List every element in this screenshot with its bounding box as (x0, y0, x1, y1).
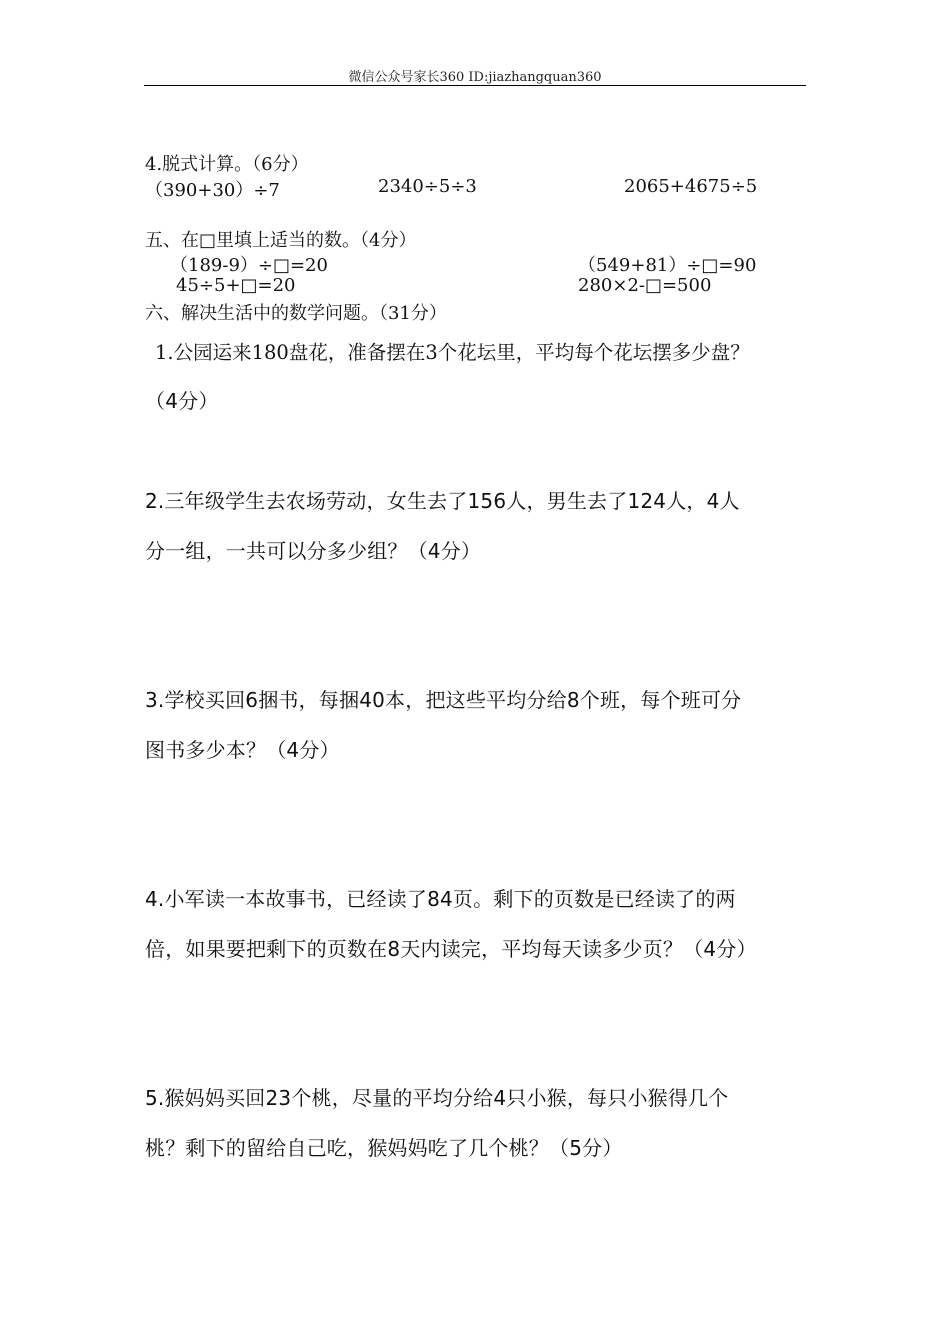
word-problem-line: 4.小军读一本故事书，已经读了84页。剩下的页数是已经读了的两 (145, 887, 736, 911)
fill-problem: 280×2-□=500 (578, 275, 712, 296)
word-problem-line: 桃？剩下的留给自己吃，猴妈妈吃了几个桃？（5分） (145, 1136, 623, 1160)
calc-problem: 2340÷5÷3 (378, 176, 477, 197)
word-problem-line: 1.公园运来180盘花，准备摆在3个花坛里，平均每个花坛摆多少盘？ (155, 341, 750, 364)
fill-problem: （189-9）÷□=20 (170, 255, 328, 276)
word-problem-line: 5.猴妈妈买回23个桃，尽量的平均分给4只小猴，每只小猴得几个 (145, 1086, 729, 1110)
word-problem-line: （4分） (145, 389, 219, 413)
calc-problem: （390+30）÷7 (145, 180, 280, 201)
section-5-title: 五、在□里填上适当的数。（4分） (145, 230, 417, 251)
word-problem-line: 图书多少本？（4分） (145, 738, 340, 762)
fill-problem: （549+81）÷□=90 (578, 255, 757, 276)
calc-problem: 2065+4675÷5 (624, 176, 758, 197)
word-problem-line: 3.学校买回6捆书，每捆40本，把这些平均分给8个班，每个班可分 (145, 688, 742, 712)
word-problem-line: 分一组，一共可以分多少组？（4分） (145, 539, 482, 563)
word-problem-line: 2.三年级学生去农场劳动，女生去了156人，男生去了124人，4人 (145, 489, 740, 513)
word-problem-line: 倍，如果要把剩下的页数在8天内读完，平均每天读多少页？（4分） (145, 937, 757, 961)
header-divider (144, 85, 806, 86)
section-4-title: 4.脱式计算。（6分） (145, 154, 309, 175)
section-6-title: 六、解决生活中的数学问题。（31分） (145, 303, 447, 324)
header-text: 微信公众号家长360 ID:jiazhangquan360 (348, 70, 602, 85)
fill-problem: 45÷5+□=20 (176, 275, 296, 296)
